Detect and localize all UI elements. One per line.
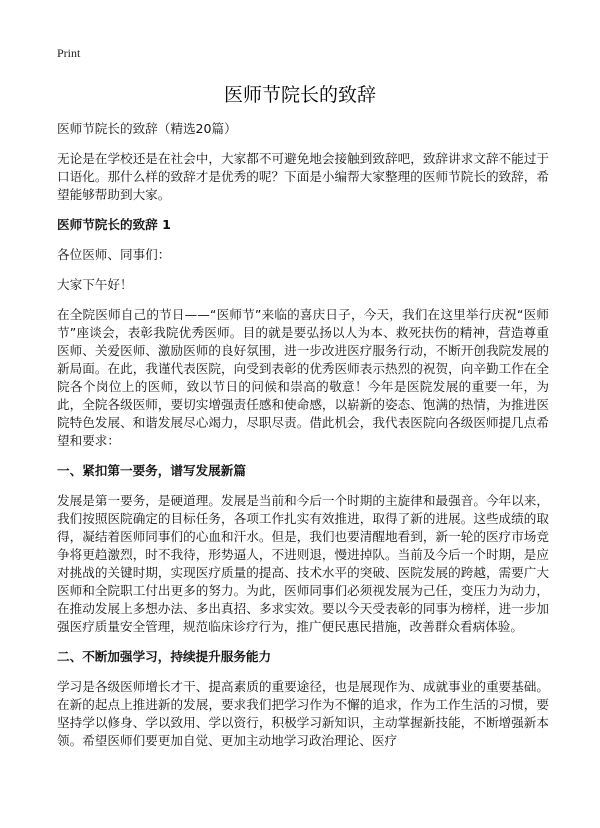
greeting-line-1: 各位医师、同事们：: [57, 247, 171, 262]
section-heading-1: 医师节院长的致辞 1: [57, 217, 171, 232]
body-paragraph-3: 学习是各级医师增长才干、提高素质的重要途径，也是展现作为、成就事业的重要基础。在新的起点上推进新的发展，要求我们把学习作为不懈的追求，作为工作生活的习惯，要坚持学以修身、学以致用、学以资行，积极学习新知识，主动掌握新技能，不断增强新本领。希望医师们要更加自觉、更加主动地学习政治理论、医疗: [57, 679, 549, 748]
body-paragraph-1: 在全院医师自己的节日——“医师节”来临的喜庆日子，今天，我们在这里举行庆祝“医师节”座谈会，表彰我院优秀医师。目的就是要弘扬以人为本、救死扶伤的精神，营造尊重医师、关爱医师、激励医师的良好氛围，进一步改进医疗服务行动，不断开创我院发展的新局面。在此，我谨代表医院，向受到表彰的优秀医师表示热烈的祝贺，向辛勤工作在全院各个岗位上的医师，致以节日的问候和崇高的敬意！今年是医院发展的重要一年，为此，全院各级医师，要切实增强责任感和使命感，以崭新的姿态、饱满的热情，为推进医院特色发展、和谐发展尽心竭力，尽职尽责。借此机会，我代表医院向各级医师提几点希望和要求：: [57, 307, 549, 448]
body-paragraph-2: 发展是第一要务，是硬道理。发展是当前和今后一个时期的主旋律和最强音。今年以来，我们按照医院确定的目标任务，各项工作扎实有效推进，取得了新的进展。这些成绩的取得，凝结着医师同事们的心血和汗水。但是，我们也要清醒地看到，新一轮的医疗市场竞争将更趋激烈，时不我待，形势逼人，不进则退，慢进掉队。当前及今后一个时期，是应对挑战的关键时期，实现医疗质量的提高、技术水平的突破、医院发展的跨越，需要广大医师和全院职工付出更多的努力。为此，医师同事们必须视发展为己任，变压力为动力，在推动发展上多想办法、多出真招、多求实效。要以今天受表彰的同事为榜样，进一步加强医疗质量安全管理，规范临床诊疗行为，推广便民惠民措施，改善群众看病体验。: [57, 493, 549, 634]
article-body: [57, 120, 549, 762]
intro-paragraph: 无论是在学校还是在社会中，大家都不可避免地会接触到致辞吧，致辞讲求文辞不能过于口语化。那什么样的致辞才是优秀的呢？下面是小编帮大家整理的医师节院长的致辞，希望能够帮助到大家。: [57, 151, 549, 202]
subheading-one: 一、紧扣第一要务，谱写发展新篇: [57, 463, 246, 478]
print-link[interactable]: Print: [57, 46, 81, 60]
page-title: 医师节院长的致辞: [223, 84, 376, 106]
article-subtitle: 医师节院长的致辞（精选20篇）: [57, 121, 237, 136]
subheading-two: 二、不断加强学习，持续提升服务能力: [57, 649, 272, 664]
greeting-line-2: 大家下午好！: [57, 277, 133, 292]
